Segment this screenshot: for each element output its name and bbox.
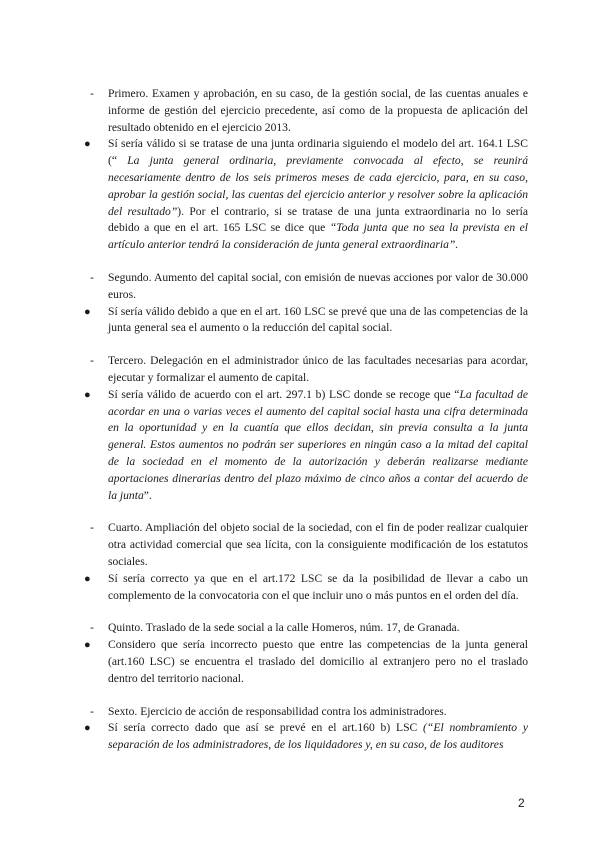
dot-bullet: ● [84,722,91,735]
page-number: 2 [518,796,525,810]
dash-bullet: - [90,270,94,284]
dash-bullet: - [90,621,94,635]
agenda-item-text: Primero. Examen y aprobación, en su caso, de la gestión social, de las cuentas anuales e informe de gestión del ejercicio precedente, así como de la propuesta de aplicación del resultado obtenido en el ejercicio 2013. [108,87,528,134]
answer-tercero [84,387,528,505]
answer-text: Sí sería correcto ya que en el art.172 LSC se da la posibilidad de llevar a cabo un complemento de la convocatoria con el que incluir uno o más puntos en el orden del día. [108,571,528,602]
answer-text: Considero que sería incorrecto puesto que entre las competencias de la junta general (art.160 LSC) se encuentra el traslado del domicilio al extranjero pero no el traslado dentro del territorio nacional. [108,638,528,685]
dot-bullet: ● [84,572,91,585]
answer-cuarto [84,571,528,605]
dash-bullet: - [90,87,94,100]
answer-sexto [84,720,528,754]
agenda-item-text: Tercero. Delegación en el administrador único de las facultades necesarias para acordar, ejecutar y formalizar el aumento de capital. [108,354,528,384]
agenda-item-text: Sexto. Ejercicio de acción de responsabilidad contra los administradores. [108,704,447,718]
dot-bullet: ● [84,639,91,652]
dash-bullet: - [90,704,94,718]
agenda-item-text: Quinto. Traslado de la sede social a la calle Homeros, núm. 17, de Granada. [108,621,460,635]
answer-quinto [84,637,528,687]
dash-bullet: - [90,354,94,368]
agenda-item-quinto [84,620,528,637]
answer-primero [84,136,528,254]
dot-bullet: ● [84,138,91,151]
agenda-item-cuarto [84,520,528,570]
answer-segundo [84,304,528,338]
agenda-item-sexto [84,704,528,721]
agenda-item-text: Cuarto. Ampliación del objeto social de la sociedad, con el fin de poder realizar cualquier otra actividad comercial que sea lícita, con la consiguiente modificación de los estatutos sociales. [108,521,528,568]
agenda-item-tercero [84,353,528,387]
agenda-item-segundo [84,270,528,304]
answer-text: Sí sería correcto dado que así se prevé en el art.160 b) LSC (“El nombramiento y separación de los administradores, de los liquidadores y, en su caso, de los auditores [108,721,529,752]
answer-text: Sí sería válido debido a que en el art. 160 LSC se prevé que una de las competencias de la junta general sea el aumento o la reducción del capital social. [108,304,528,335]
dot-bullet: ● [84,305,91,318]
dash-bullet: - [90,521,94,535]
answer-text: Sí sería válido si se tratase de una junta ordinaria siguiendo el modelo del art. 164.1 LSC (“ La junta general ordinaria, previamente convocada al efecto, se reunirá necesariamente dentro de los seis primeros meses de cada ejercicio, para, en su caso, aprobar la gestión social, las cuentas del ejercicio anterior y resolver sobre la aplicación del resultado”). Por el contrario, si se tratase de una junta extraordinaria no lo sería debido a que en el art. 165 LSC se dice que “Toda junta que no sea la prevista en el artículo anterior tendrá la consideración de junta general extraordinaria”. [108,137,529,252]
dot-bullet: ● [84,388,91,401]
answer-text: Sí sería válido de acuerdo con el art. 297.1 b) LSC donde se recoge que “La facultad de acordar en una o varias veces el aumento del capital social hasta una cifra determinada en la oportunidad y en la cuantía que ellos decidan, sin previa consulta a la junta general. Estos aumentos no podrán ser superiores en ningún caso a la mitad del capital de la sociedad en el momento de la autorización y deberán realizarse mediante aportaciones dinerarias dentro del plazo máximo de cinco años a contar del acuerdo de la junta”. [108,387,528,502]
document-body [84,86,528,754]
agenda-item-text: Segundo. Aumento del capital social, con emisión de nuevas acciones por valor de 30.000 euros. [108,270,528,301]
agenda-item-primero [84,86,528,136]
